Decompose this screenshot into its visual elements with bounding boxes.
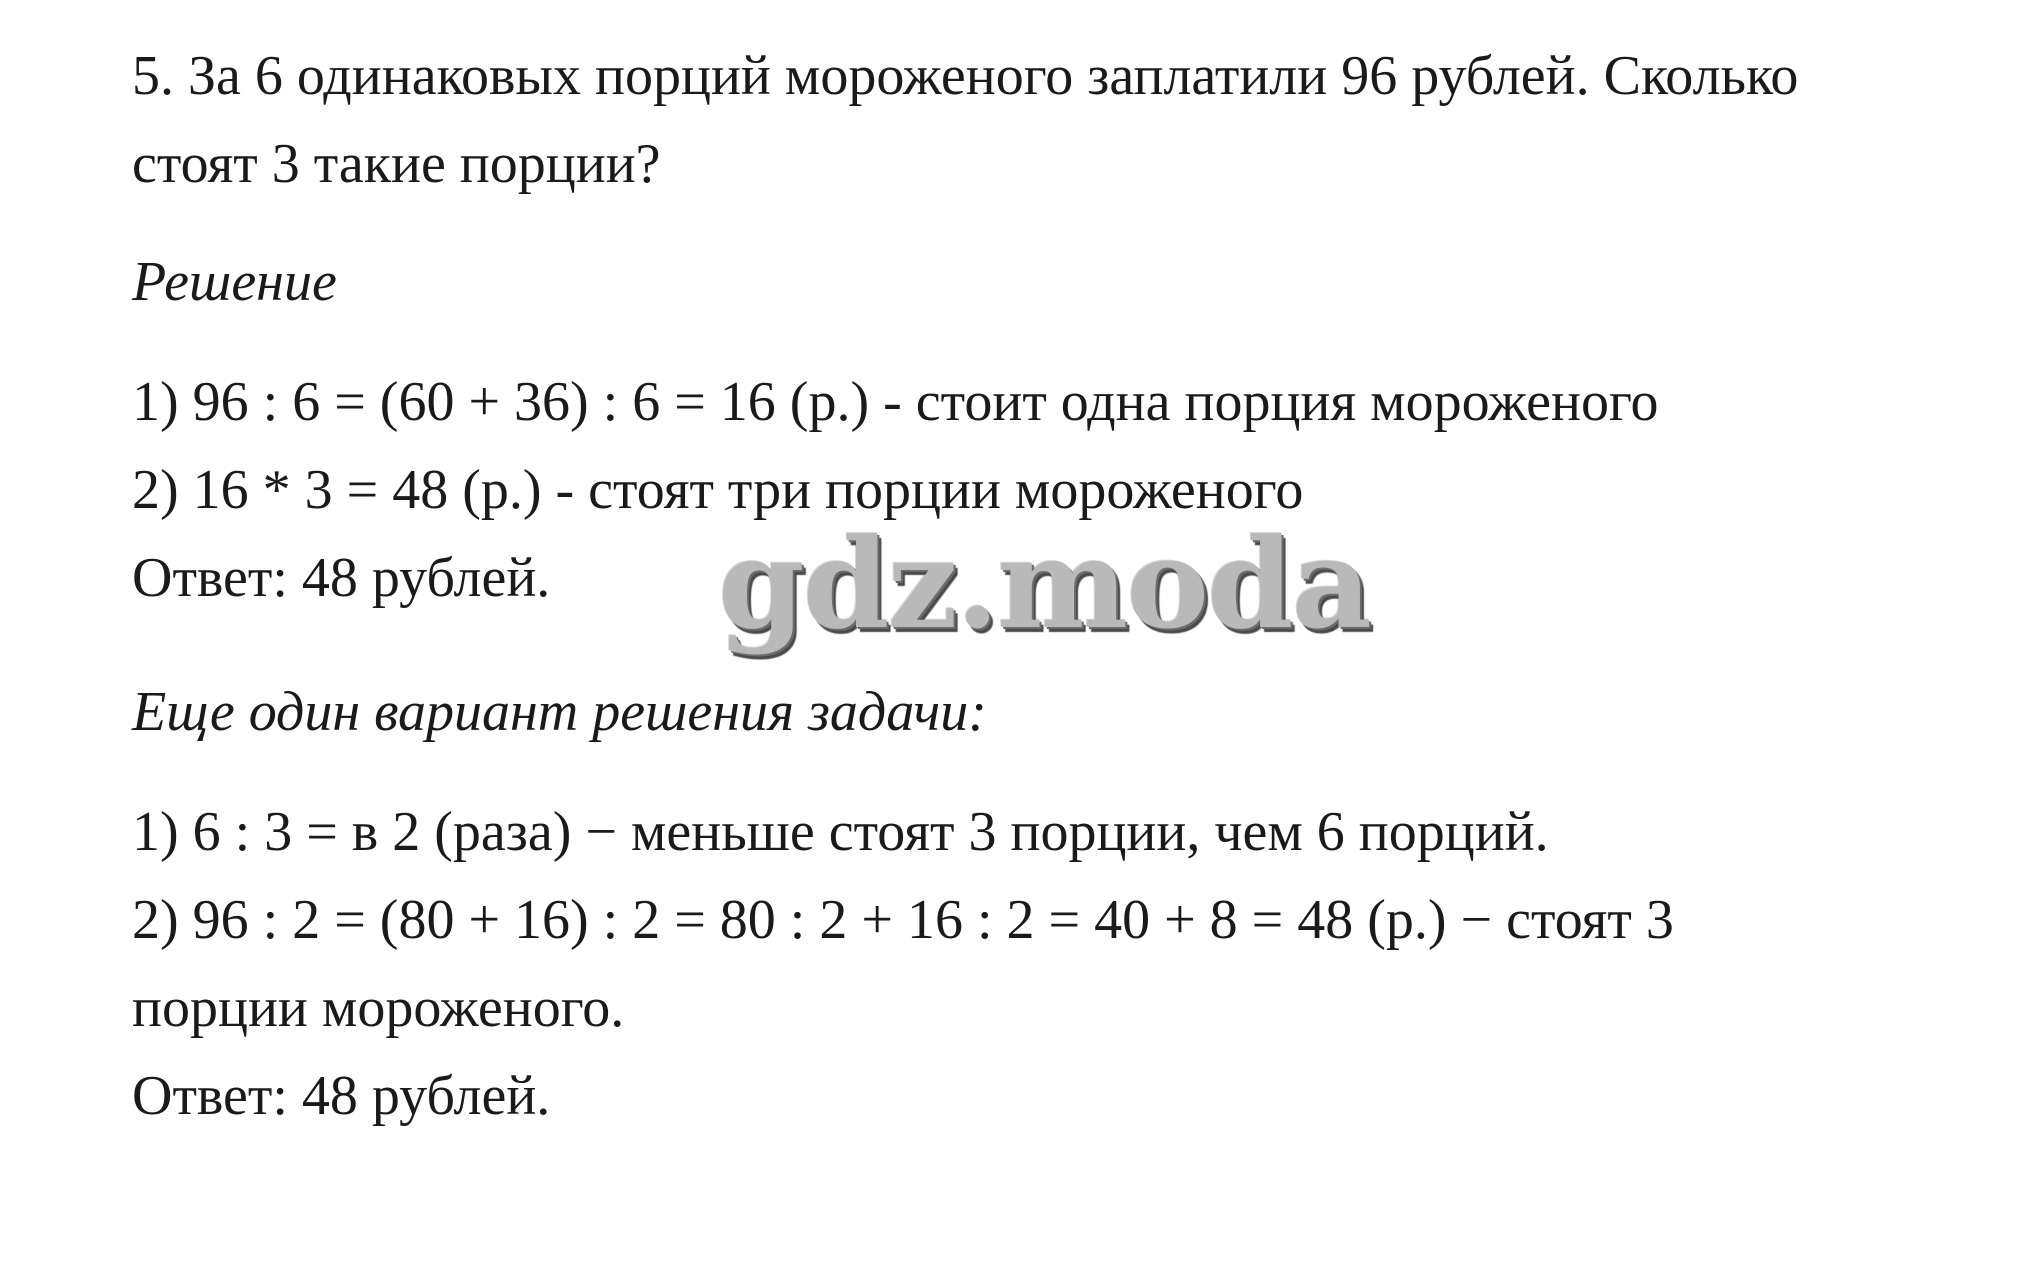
alternative-step-2-line-1: 2) 96 : 2 = (80 + 16) : 2 = 80 : 2 + 16 : 2 = 40 + 8 = 48 (р.) − стоят 3 xyxy=(132,889,1674,951)
solution-heading: Решение xyxy=(132,251,337,313)
alternative-step-2-line-2: порции мороженого. xyxy=(132,977,625,1039)
problem-line-1: 5. За 6 одинаковых порций мороженого заплатили 96 рублей. Сколько xyxy=(132,45,1799,107)
solution-step-1: 1) 96 : 6 = (60 + 36) : 6 = 16 (р.) - стоит одна порция мороженого xyxy=(132,371,1659,433)
alternative-answer: Ответ: 48 рублей. xyxy=(132,1065,551,1127)
solution-answer: Ответ: 48 рублей. xyxy=(132,547,551,609)
alternative-heading: Еще один вариант решения задачи: xyxy=(132,681,987,743)
watermark-logo: gdz.moda xyxy=(718,512,1370,657)
problem-line-2: стоят 3 такие порции? xyxy=(132,133,661,195)
alternative-step-1: 1) 6 : 3 = в 2 (раза) − меньше стоят 3 порции, чем 6 порций. xyxy=(132,801,1549,863)
solution-step-2: 2) 16 * 3 = 48 (р.) - стоят три порции мороженого xyxy=(132,459,1304,521)
